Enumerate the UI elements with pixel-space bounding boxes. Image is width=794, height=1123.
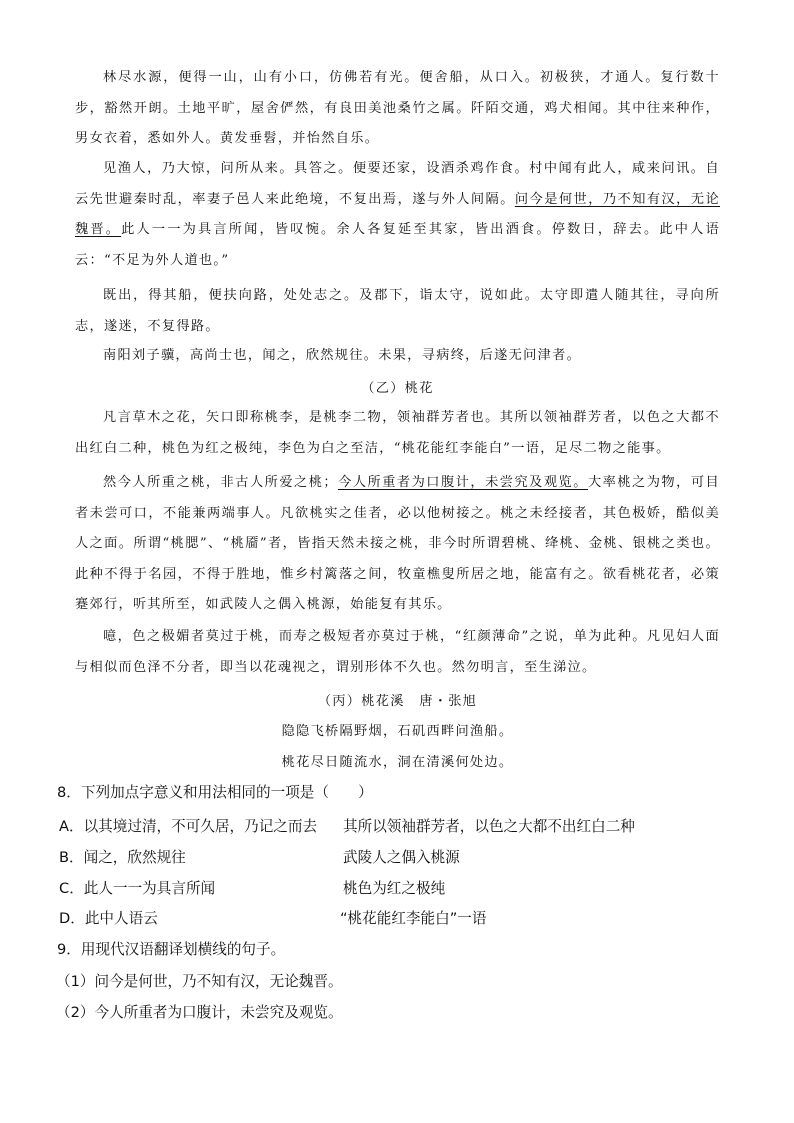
- q8-option-b-left: B．闻之，欣然规往: [59, 849, 186, 866]
- jia-paragraph-3: 既出，得其船，便扶向路，处处志之。及郡下，诣太守，说如此。太守即遣人随其往，寻向所志，遂迷，不复得路。: [75, 288, 720, 334]
- q8-option-a-right: 其所以领袖群芳者，以色之大都不出红白二种: [343, 818, 635, 835]
- yi-title: （乙）桃花: [361, 381, 434, 396]
- bing-title: （丙）桃花溪 唐・张旭: [317, 694, 478, 709]
- q9-item-1: （1）问今是何世，乃不知有汉，无论魏晋。: [56, 973, 343, 990]
- jia-paragraph-2: [75, 154, 720, 276]
- jia-paragraph-1: 林尽水源，便得一山，山有小口，仿佛若有光。便舍船，从口入。初极狭，才通人。复行数十步，豁然开朗。土地平旷，屋舍俨然，有良田美池桑竹之属。阡陌交通，鸡犬相闻。其中往来种作，男女衣着，悉如外人。黄发垂髫，并怡然自乐。: [75, 70, 720, 146]
- q8-option-c-right: 桃色为红之极纯: [343, 880, 446, 897]
- jia-paragraph-4: 南阳刘子骥，高尚士也，闻之，欣然规往。未果，寻病终，后遂无问津者。: [103, 348, 582, 363]
- question-9-stem: 9．用现代汉语翻译划横线的句子。: [57, 941, 286, 958]
- yi-p2-underlined-sentence: 今人所重者为口腹计，未尝究及观览。: [337, 475, 588, 490]
- q9-item-2: （2）今人所重者为口腹计，未尝究及观览。: [56, 1004, 343, 1021]
- question-8-stem: 8．下列加点字意义和用法相同的一项是（ ）: [57, 784, 373, 801]
- jia-p2-underlined-sentence: 问今是何世，乃不知有汉，无论魏晋。: [75, 191, 720, 237]
- yi-p2-text-before: 然今人所重之桃，非古人所爱之桃；: [103, 475, 338, 490]
- q8-option-d-right: “桃花能红李能白”一语: [340, 910, 487, 927]
- bing-poem-line-2: 桃花尽日随流水，洞在清溪何处边。: [281, 755, 514, 770]
- yi-p2-text-after: 大率桃之为物，可目者未尝可口，不能兼两端事人。凡欲桃实之佳者，必以他树接之。桃之未经接者，其色极娇，酷似美人之面。所谓“桃腮”、“桃靥”者，皆指天然未接之桃，非今时所谓碧桃、绛桃、金桃、银桃之类也。此种不得于名园，不得于胜地，惟乡村篱落之间，牧童樵叟所居之地，能富有之。欲看桃花者，必策蹇郊行，听其所至，如武陵人之偶入桃源，始能复有其乐。: [75, 475, 720, 612]
- yi-paragraph-1: 凡言草木之花，矢口即称桃李，是桃李二物，领袖群芳者也。其所以领袖群芳者，以色之大都不出红白二种，桃色为红之极纯，李色为白之至洁，“桃花能红李能白”一语，足尽二物之能事。: [75, 410, 720, 456]
- yi-paragraph-2: [75, 468, 720, 621]
- yi-paragraph-3: 噫，色之极媚者莫过于桃，而寿之极短者亦莫过于桃，“红颜薄命”之说，单为此种。凡见妇人面与相似而色泽不分者，即当以花魂视之，谓别形体不久也。然勿明言，至生涕泣。: [75, 629, 720, 675]
- q8-option-c-left: C．此人一一为具言所闻: [59, 880, 216, 897]
- jia-p2-text-before: 见渔人，乃大惊，问所从来。具答之。便要还家，设酒杀鸡作食。村中闻有此人，咸来问讯。自云先世避秦时乱，率妻子邑人来此绝境，不复出焉，遂与外人间隔。: [75, 161, 720, 207]
- bing-poem-line-1: 隐隐飞桥隔野烟，石矶西畔问渔船。: [281, 724, 514, 739]
- q8-option-a-left: A．以其境过清，不可久居，乃记之而去: [59, 818, 318, 835]
- q8-option-b-right: 武陵人之偶入桃源: [343, 849, 460, 866]
- jia-p2-text-after: 此人一一为具言所闻，皆叹惋。余人各复延至其家，皆出酒食。停数日，辞去。此中人语云：“不足为外人道也。”: [75, 222, 720, 268]
- q8-option-d-left: D．此中人语云: [59, 910, 158, 927]
